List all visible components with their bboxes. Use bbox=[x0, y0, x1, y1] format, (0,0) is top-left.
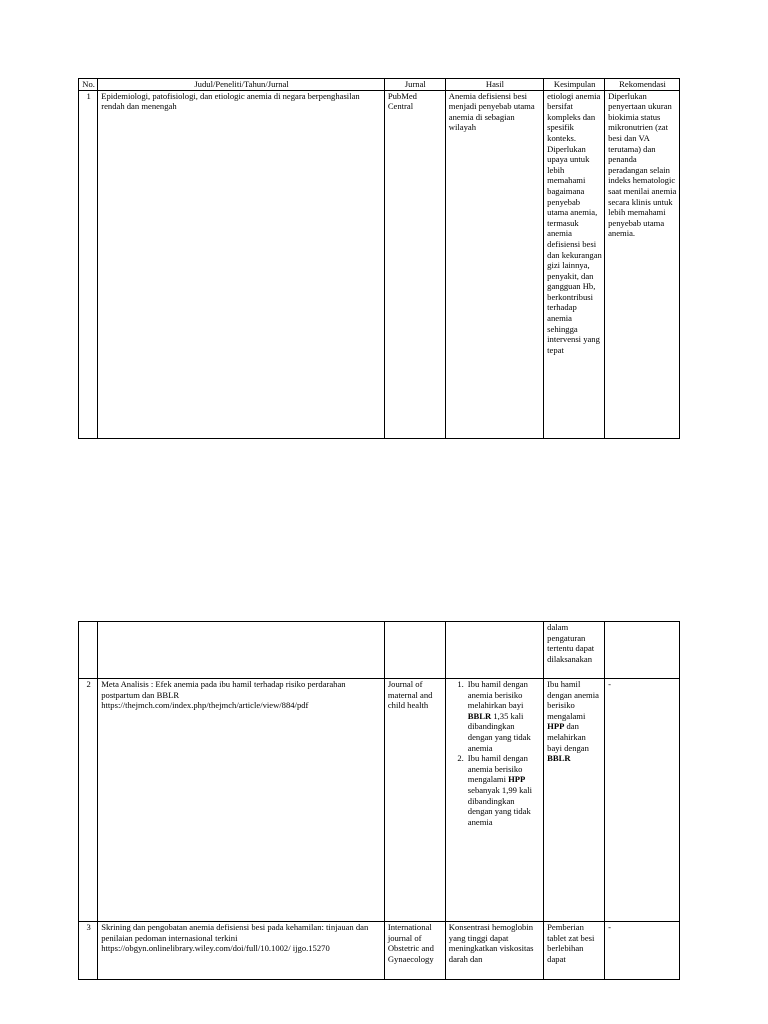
text-part: Ibu hamil dengan anemia berisiko mengalami bbox=[467, 753, 528, 785]
list-item bbox=[446, 679, 541, 753]
row-hasil: Konsentrasi hemoglobin yang tinggi dapat meningkatkan viskositas darah dan bbox=[445, 922, 543, 980]
literature-table-part-1 bbox=[78, 78, 680, 439]
text-part: 1,35 kali dibandingkan dengan yang tidak anemia bbox=[467, 710, 531, 753]
bold-term: HPP bbox=[508, 774, 526, 785]
list-item-text bbox=[468, 753, 541, 827]
empty-cell bbox=[79, 622, 98, 679]
header-kesimpulan: Kesimpulan bbox=[544, 79, 605, 91]
row-number: 1 bbox=[79, 90, 98, 438]
row-jurnal: International journal of Obstetric and Gynaecology bbox=[384, 922, 445, 980]
empty-cell bbox=[384, 622, 445, 679]
list-item-text bbox=[468, 679, 541, 753]
row-title bbox=[98, 679, 385, 922]
table-row-continued bbox=[79, 622, 680, 679]
row-rekomendasi: Diperlukan penyertaan ukuran biokimia status mikronutrien (zat besi dan VA terutama) dan penanda peradangan selain indeks hematologic saat menilai anemia secara klinis untuk lebih memahami penyebab utama anemia. bbox=[605, 90, 680, 438]
text-part: Ibu hamil dengan anemia berisiko mengalami bbox=[547, 679, 599, 721]
row-rekomendasi: - bbox=[605, 679, 680, 922]
row-title: Epidemiologi, patofisiologi, dan etiologic anemia di negara berpenghasilan rendah dan menengah bbox=[98, 90, 385, 438]
row-number: 2 bbox=[79, 679, 98, 922]
row-jurnal: PubMed Central bbox=[384, 90, 445, 438]
row-kesimpulan: Pemberian tablet zat besi berlebihan dapat bbox=[544, 922, 605, 980]
row-rekomendasi: - bbox=[605, 922, 680, 980]
row-title bbox=[98, 922, 385, 980]
table-row bbox=[79, 922, 680, 980]
empty-cell bbox=[445, 622, 543, 679]
row-hasil: Anemia defisiensi besi menjadi penyebab utama anemia di sebagian wilayah bbox=[445, 90, 543, 438]
table-header-row bbox=[79, 79, 680, 91]
empty-cell bbox=[605, 622, 680, 679]
header-judul: Judul/Peneliti/Tahun/Jurnal bbox=[98, 79, 385, 91]
row-kesimpulan-continued: dalam pengaturan tertentu dapat dilaksanakan bbox=[544, 622, 605, 679]
row-title-text: Meta Analisis : Efek anemia pada ibu hamil terhadap risiko perdarahan postpartum dan BBLR bbox=[101, 679, 346, 700]
row-kesimpulan bbox=[544, 679, 605, 922]
text-part: sebanyak 1,99 kali dibandingkan dengan yang tidak anemia bbox=[467, 784, 532, 827]
text-part: Ibu hamil dengan anemia berisiko melahirkan bayi bbox=[467, 679, 528, 711]
literature-table-part-2 bbox=[78, 621, 680, 980]
header-jurnal: Jurnal bbox=[384, 79, 445, 91]
header-no: No. bbox=[79, 79, 98, 91]
row-hasil bbox=[445, 679, 543, 922]
header-rekomendasi: Rekomendasi bbox=[605, 79, 680, 91]
bold-term: BBLR bbox=[467, 710, 492, 721]
table-row bbox=[79, 679, 680, 922]
text-part: dan melahirkan bayi dengan bbox=[547, 721, 589, 753]
empty-cell bbox=[98, 622, 385, 679]
list-item bbox=[446, 753, 541, 827]
list-item-number: 2. bbox=[457, 753, 464, 764]
row-title-text: Skrining dan pengobatan anemia defisiensi besi pada kehamilan: tinjauan dan penilaian pedoman internasional terkini bbox=[101, 922, 369, 943]
hasil-numbered-list bbox=[446, 679, 541, 827]
row-url: https://thejmch.com/index.php/thejmch/article/view/884/pdf bbox=[101, 700, 309, 711]
bold-term: HPP bbox=[547, 721, 565, 732]
header-hasil: Hasil bbox=[445, 79, 543, 91]
list-item-number: 1. bbox=[457, 679, 464, 689]
bold-term: BBLR bbox=[547, 753, 571, 764]
row-url: https://obgyn.onlinelibrary.wiley.com/doi/full/10.1002/ ijgo.15270 bbox=[101, 943, 330, 954]
row-number: 3 bbox=[79, 922, 98, 980]
table-row bbox=[79, 90, 680, 438]
row-kesimpulan: etiologi anemia bersifat kompleks dan spesifik konteks. Diperlukan upaya untuk lebih memahami bagaimana penyebab utama anemia, termasuk anemia defisiensi besi dan kekurangan gizi lainnya, penyakit, dan gangguan Hb, berkontribusi terhadap anemia sehingga intervensi yang tepat bbox=[544, 90, 605, 438]
row-jurnal: Journal of maternal and child health bbox=[384, 679, 445, 922]
